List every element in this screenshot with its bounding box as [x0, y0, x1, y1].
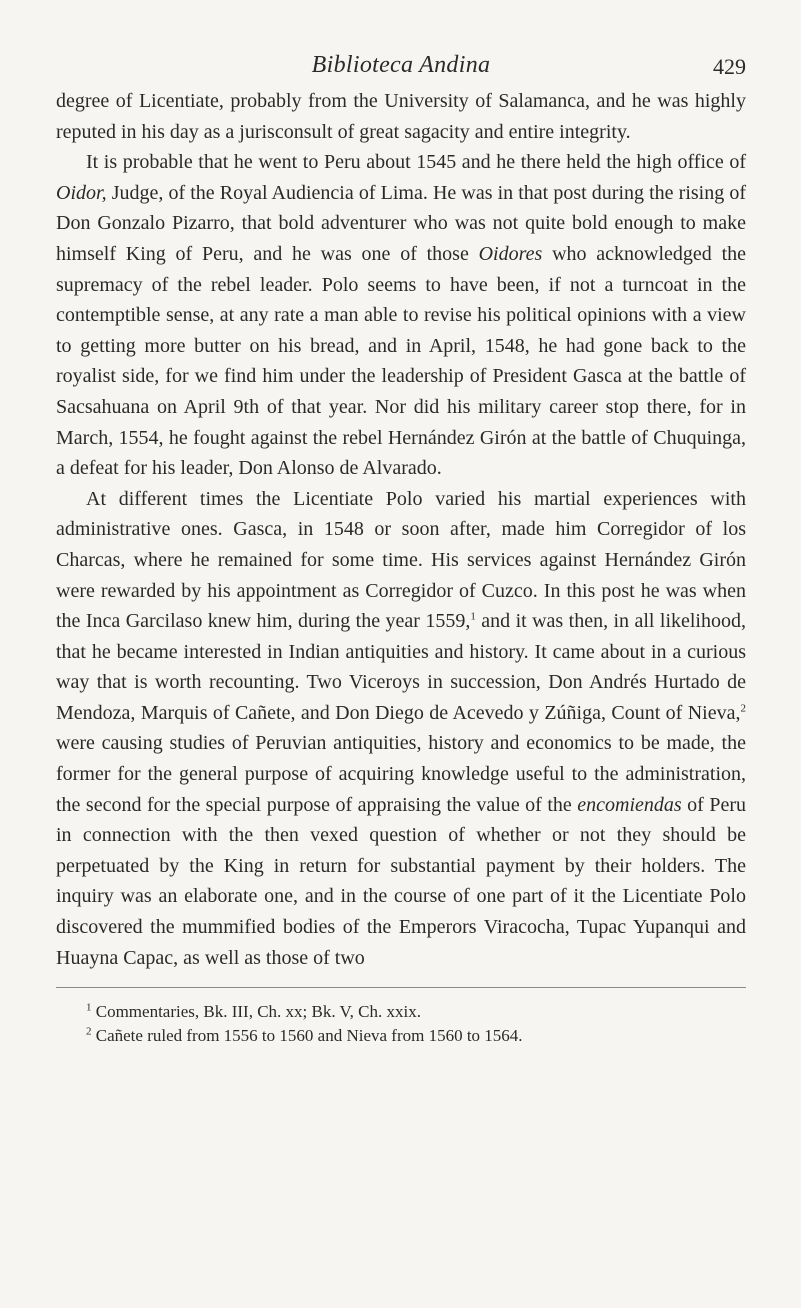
footnotes [56, 1000, 746, 1048]
footnote-2-mark: 2 [86, 1025, 92, 1038]
paragraph-2 [56, 147, 746, 484]
paragraph-3-text-d: of Peru in connection with the then vexed question of whether or not they should be perpetuated by the King in return for substantial payment by their holders. The inquiry was an elaborate one, and in the course of one part of it the Licentiate Polo discovered the mummified bodies of the Emperors Viracocha, Tupac Yupanqui and Huayna Capac, as well as those of two [56, 793, 746, 969]
paragraph-1 [56, 86, 746, 147]
paragraph-3-text-a: At different times the Licentiate Polo varied his martial experiences with administrative ones. Gasca, in 1548 or soon after, made him Corregidor of los Charcas, where he remained for some time. His services against Hernández Girón were rewarded by his appointment as Corregidor of Cuzco. In this post he was when the Inca Garcilaso knew him, during the year 1559, [56, 487, 746, 633]
footnote-1-mark: 1 [86, 1001, 92, 1014]
term-oidor: Oidor, [56, 181, 107, 204]
footnote-2-text: Cañete ruled from 1556 to 1560 and Nieva from 1560 to 1564. [95, 1026, 523, 1046]
running-head [56, 52, 746, 86]
term-encomiendas: encomiendas [577, 793, 682, 816]
paragraph-3 [56, 484, 746, 974]
body-text [56, 86, 746, 973]
footnote-1 [56, 1000, 746, 1024]
book-page [56, 52, 746, 1048]
paragraph-2-text-c: who acknowledged the supremacy of the rebel leader. Polo seems to have been, if not a turncoat in the contemptible sense, at any rate a man able to revise his political opinions with a view to getting more butter on his bread, and in April, 1548, he had gone back to the royalist side, for we find him under the leadership of President Gasca at the battle of Sacsahuana on April 9th of that year. Nor did his military career stop there, for in March, 1554, he fought against the rebel Hernández Girón at the battle of Chuquinga, a defeat for his leader, Don Alonso de Alvarado. [56, 242, 747, 480]
footnote-1-text: Commentaries, Bk. III, Ch. xx; Bk. V, Ch. xxix. [95, 1002, 421, 1022]
footnote-divider [56, 987, 746, 988]
footnote-ref-2: 2 [740, 702, 746, 715]
page-number: 429 [713, 54, 746, 79]
paragraph-1-text: degree of Licentiate, probably from the University of Salamanca, and he was highly reputed in his day as a jurisconsult of great sagacity and entire integrity. [56, 90, 746, 143]
paragraph-3-text-b: and it was then, in all likelihood, that he became interested in Indian antiquities and history. It came about in a curious way that is worth recounting. Two Viceroys in succession, Don Andrés Hurtado de Mendoza, Marquis of Cañete, and Don Diego de Acevedo y Zúñiga, Count of Nieva, [56, 610, 746, 724]
footnote-2 [56, 1024, 746, 1048]
running-title: Biblioteca Andina [311, 52, 491, 78]
paragraph-2-text-b: Judge, of the Royal Audiencia of Lima. He was in that post during the rising of Don Gonzalo Pizarro, that bold adventurer who was not quite bold enough to make himself King of Peru, and he was one of those [56, 181, 746, 265]
term-oidores: Oidores [478, 242, 543, 265]
footnote-ref-1: 1 [470, 610, 476, 623]
paragraph-2-text-a: It is probable that he went to Peru about 1545 and he there held the high office of [86, 151, 746, 174]
paragraph-3-text-c: were causing studies of Peruvian antiquities, history and economics to be made, the former for the general purpose of acquiring knowledge useful to the administration, the second for the special purpose of appraising the value of the [56, 732, 746, 816]
